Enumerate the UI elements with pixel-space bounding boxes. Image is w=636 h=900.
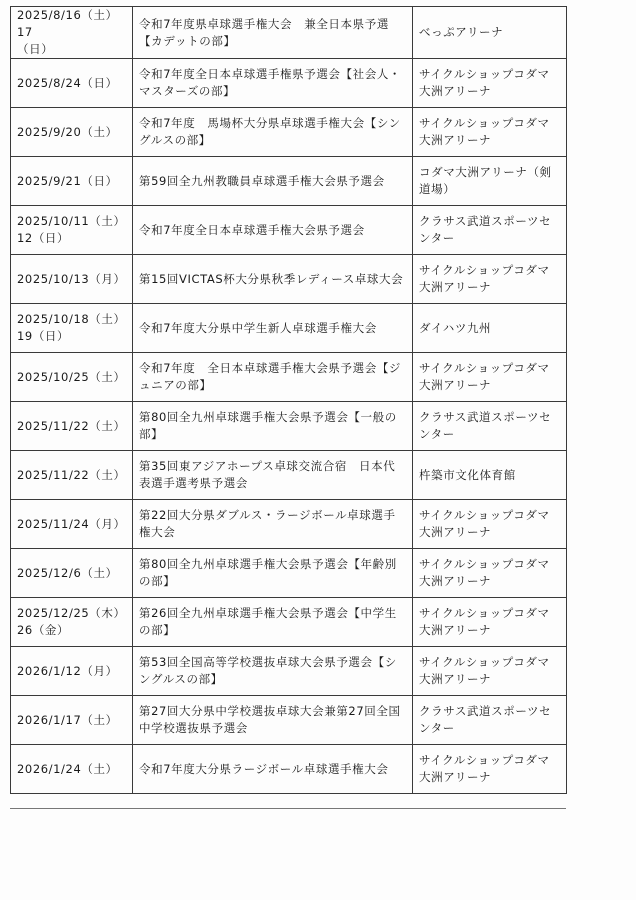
- venue-cell: サイクルショップコダマ 大洲アリーナ: [413, 500, 567, 549]
- venue-cell: べっぷアリーナ: [413, 7, 567, 59]
- date-cell: 2025/10/25（土）: [11, 353, 133, 402]
- table-row: [11, 402, 567, 451]
- table-row: [11, 7, 567, 59]
- event-cell: 第26回全九州卓球選手権大会県予選会【中学生の部】: [133, 598, 413, 647]
- date-cell: 2025/11/22（土）: [11, 402, 133, 451]
- event-cell: 令和7年度大分県中学生新人卓球選手権大会: [133, 304, 413, 353]
- event-cell: 第80回全九州卓球選手権大会県予選会【一般の部】: [133, 402, 413, 451]
- event-cell: 令和7年度大分県ラージボール卓球選手権大会: [133, 745, 413, 794]
- table-row: [11, 745, 567, 794]
- page-bottom-rule: [10, 808, 566, 809]
- table-row: [11, 108, 567, 157]
- table-row: [11, 696, 567, 745]
- table-row: [11, 353, 567, 402]
- table-row: [11, 157, 567, 206]
- event-cell: 第35回東アジアホープス卓球交流合宿 日本代表選手選考県予選会: [133, 451, 413, 500]
- date-cell: 2025/10/18（土） 19（日）: [11, 304, 133, 353]
- date-cell: 2026/1/24（土）: [11, 745, 133, 794]
- table-row: [11, 255, 567, 304]
- event-cell: 第27回大分県中学校選抜卓球大会兼第27回全国中学校選抜県予選会: [133, 696, 413, 745]
- venue-cell: サイクルショップコダマ 大洲アリーナ: [413, 549, 567, 598]
- venue-cell: サイクルショップコダマ 大洲アリーナ: [413, 108, 567, 157]
- event-cell: 令和7年度全日本卓球選手権県予選会【社会人・マスターズの部】: [133, 59, 413, 108]
- event-cell: 令和7年度全日本卓球選手権大会県予選会: [133, 206, 413, 255]
- table-row: [11, 206, 567, 255]
- venue-cell: クラサス武道スポーツセ ンター: [413, 402, 567, 451]
- event-cell: 第22回大分県ダブルス・ラージボール卓球選手権大会: [133, 500, 413, 549]
- date-cell: 2025/9/21（日）: [11, 157, 133, 206]
- venue-cell: 杵築市文化体育館: [413, 451, 567, 500]
- date-cell: 2025/10/13（月）: [11, 255, 133, 304]
- date-cell: 2025/9/20（土）: [11, 108, 133, 157]
- event-cell: 令和7年度 全日本卓球選手権大会県予選会【ジュニアの部】: [133, 353, 413, 402]
- table-row: [11, 500, 567, 549]
- table-row: [11, 598, 567, 647]
- venue-cell: サイクルショップコダマ 大洲アリーナ: [413, 255, 567, 304]
- table-row: [11, 549, 567, 598]
- date-cell: 2025/8/24（日）: [11, 59, 133, 108]
- date-cell: 2025/10/11（土） 12（日）: [11, 206, 133, 255]
- table-row: [11, 304, 567, 353]
- table-row: [11, 451, 567, 500]
- date-cell: 2025/12/25（木） 26（金）: [11, 598, 133, 647]
- event-cell: 第53回全国高等学校選抜卓球大会県予選会【シングルスの部】: [133, 647, 413, 696]
- venue-cell: サイクルショップコダマ 大洲アリーナ: [413, 745, 567, 794]
- date-cell: 2025/11/24（月）: [11, 500, 133, 549]
- venue-cell: クラサス武道スポーツセ ンター: [413, 206, 567, 255]
- venue-cell: ダイハツ九州: [413, 304, 567, 353]
- table-row: [11, 647, 567, 696]
- date-cell: 2026/1/12（月）: [11, 647, 133, 696]
- event-cell: 令和7年度 馬場杯大分県卓球選手権大会【シングルスの部】: [133, 108, 413, 157]
- date-cell: 2025/11/22（土）: [11, 451, 133, 500]
- venue-cell: サイクルショップコダマ 大洲アリーナ: [413, 59, 567, 108]
- date-cell: 2025/12/6（土）: [11, 549, 133, 598]
- schedule-body: [11, 7, 567, 794]
- event-cell: 第15回VICTAS杯大分県秋季レディース卓球大会: [133, 255, 413, 304]
- event-cell: 令和7年度県卓球選手権大会 兼全日本県予選【カデットの部】: [133, 7, 413, 59]
- venue-cell: サイクルショップコダマ 大洲アリーナ: [413, 353, 567, 402]
- date-cell: 2025/8/16（土）17 （日）: [11, 7, 133, 59]
- venue-cell: サイクルショップコダマ 大洲アリーナ: [413, 647, 567, 696]
- date-cell: 2026/1/17（土）: [11, 696, 133, 745]
- venue-cell: クラサス武道スポーツセ ンター: [413, 696, 567, 745]
- event-cell: 第59回全九州教職員卓球選手権大会県予選会: [133, 157, 413, 206]
- venue-cell: コダマ大洲アリーナ（剣 道場）: [413, 157, 567, 206]
- table-row: [11, 59, 567, 108]
- venue-cell: サイクルショップコダマ 大洲アリーナ: [413, 598, 567, 647]
- tournament-schedule-table: [10, 6, 567, 794]
- event-cell: 第80回全九州卓球選手権大会県予選会【年齢別の部】: [133, 549, 413, 598]
